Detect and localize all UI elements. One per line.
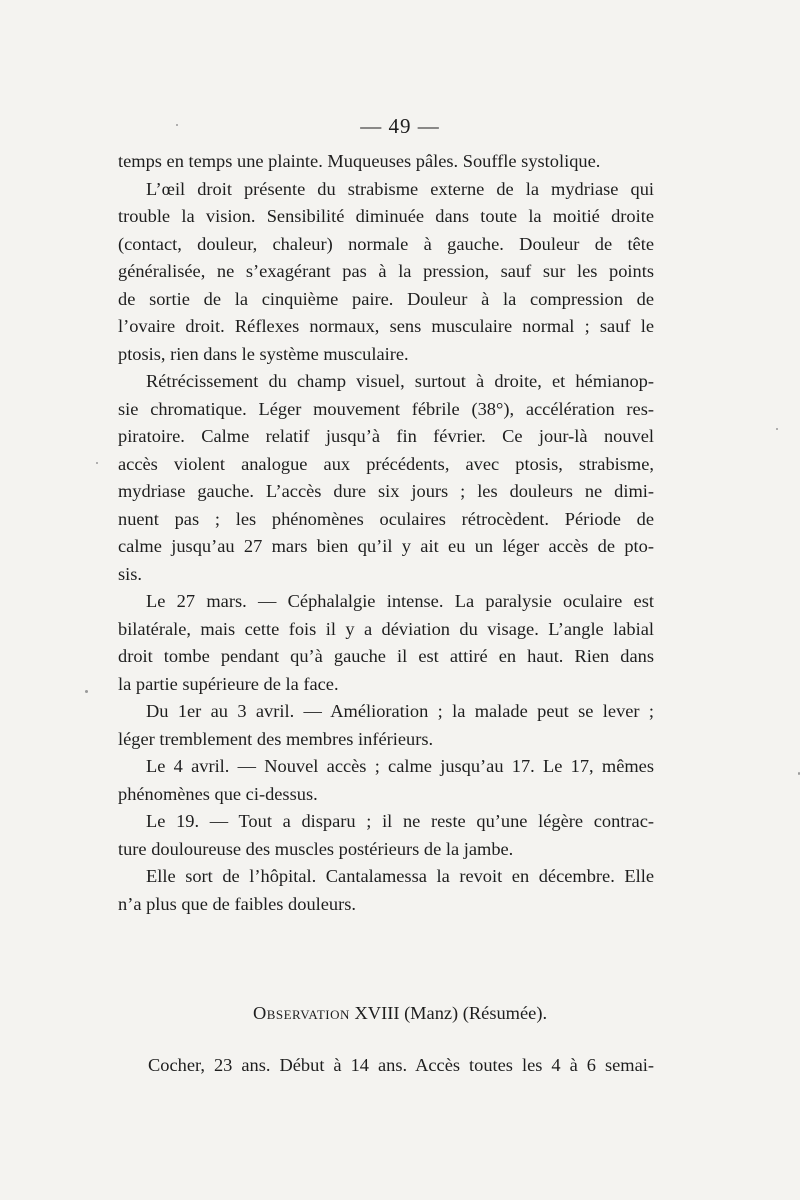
text-line: Rétrécissement du champ visuel, surtout à droite, et hémianop- xyxy=(146,371,654,391)
text-line: Le 27 mars. — Céphalalgie intense. La paralysie oculaire est xyxy=(146,591,654,611)
text-line: ture douloureuse des muscles postérieurs de la jambe. xyxy=(118,838,514,859)
observation-label: Observation xyxy=(252,1003,350,1023)
text-line: trouble la vision. Sensibilité diminuée dans toute la moitié droite xyxy=(118,206,654,226)
text-line: accès violent analogue aux précédents, avec ptosis, strabisme, xyxy=(118,453,654,474)
text-line: Elle sort de l’hôpital. Cantalamessa la revoit en décembre. Elle xyxy=(146,866,654,886)
scan-speck xyxy=(176,124,178,126)
text-line: l’ovaire droit. Réflexes normaux, sens musculaire normal ; sauf le xyxy=(118,316,654,336)
text-line: ptosis, rien dans le système musculaire. xyxy=(118,343,409,364)
text-line: léger tremblement des membres inférieurs. xyxy=(118,728,434,749)
text-line: calme jusqu’au 27 mars bien qu’il y ait eu un léger accès de pto- xyxy=(118,536,654,556)
text-line: phénomènes que ci-dessus. xyxy=(118,783,318,804)
paragraph-7 xyxy=(118,808,654,863)
observation-heading xyxy=(0,1000,800,1028)
text-line: piratoire. Calme relatif jusqu’à fin février. Ce jour-là nouvel xyxy=(118,426,654,446)
text-line: sie chromatique. Léger mouvement fébrile (38°), accélération res- xyxy=(118,398,654,419)
text-line: Cocher, 23 ans. Début à 14 ans. Accès toutes les 4 à 6 semai- xyxy=(148,1055,654,1075)
scan-speck xyxy=(85,690,88,693)
text-line: la partie supérieure de la face. xyxy=(118,673,339,694)
text-line: généralisée, ne s’exagérant pas à la pression, sauf sur les points xyxy=(118,261,654,281)
text-line: nuent pas ; les phénomènes oculaires rétrocèdent. Période de xyxy=(118,508,654,529)
paragraph-4 xyxy=(118,588,654,698)
text-line: bilatérale, mais cette fois il y a déviation du visage. L’angle labial xyxy=(118,618,654,639)
text-line: (contact, douleur, chaleur) normale à gauche. Douleur de tête xyxy=(118,233,654,254)
text-line: droit tombe pendant qu’à gauche il est attiré en haut. Rien dans xyxy=(118,646,654,666)
paragraph-5 xyxy=(118,698,654,753)
text-line: temps en temps une plainte. Muqueuses pâles. Souffle systolique. xyxy=(118,151,601,171)
text-line: n’a plus que de faibles douleurs. xyxy=(118,893,356,914)
paragraph-8 xyxy=(118,863,654,918)
scan-speck xyxy=(96,462,98,464)
text-line: mydriase gauche. L’accès dure six jours ; les douleurs ne dimi- xyxy=(118,481,654,501)
text-line: L’œil droit présente du strabisme externe de la mydriase qui xyxy=(146,178,654,199)
body-text xyxy=(118,148,654,918)
paragraph-3 xyxy=(118,368,654,588)
paragraph-1 xyxy=(118,148,654,176)
text-line: Le 4 avril. — Nouvel accès ; calme jusqu’au 17. Le 17, mêmes xyxy=(146,756,654,776)
page-number: — 49 — xyxy=(360,114,440,138)
scan-speck xyxy=(776,428,778,430)
text-line: de sortie de la cinquième paire. Douleur à la compression de xyxy=(118,288,654,309)
paragraph-2 xyxy=(118,176,654,369)
text-line: sis. xyxy=(118,563,143,584)
text-line: Du 1er au 3 avril. — Amélioration ; la malade peut se lever ; xyxy=(146,701,654,721)
observation-number: XVIII xyxy=(354,1003,400,1023)
observation-detail: (Manz) (Résumée). xyxy=(404,1003,548,1023)
observation-body xyxy=(148,1052,654,1080)
text-line: Le 19. — Tout a disparu ; il ne reste qu’une légère contrac- xyxy=(146,811,654,831)
paragraph-6 xyxy=(118,753,654,808)
